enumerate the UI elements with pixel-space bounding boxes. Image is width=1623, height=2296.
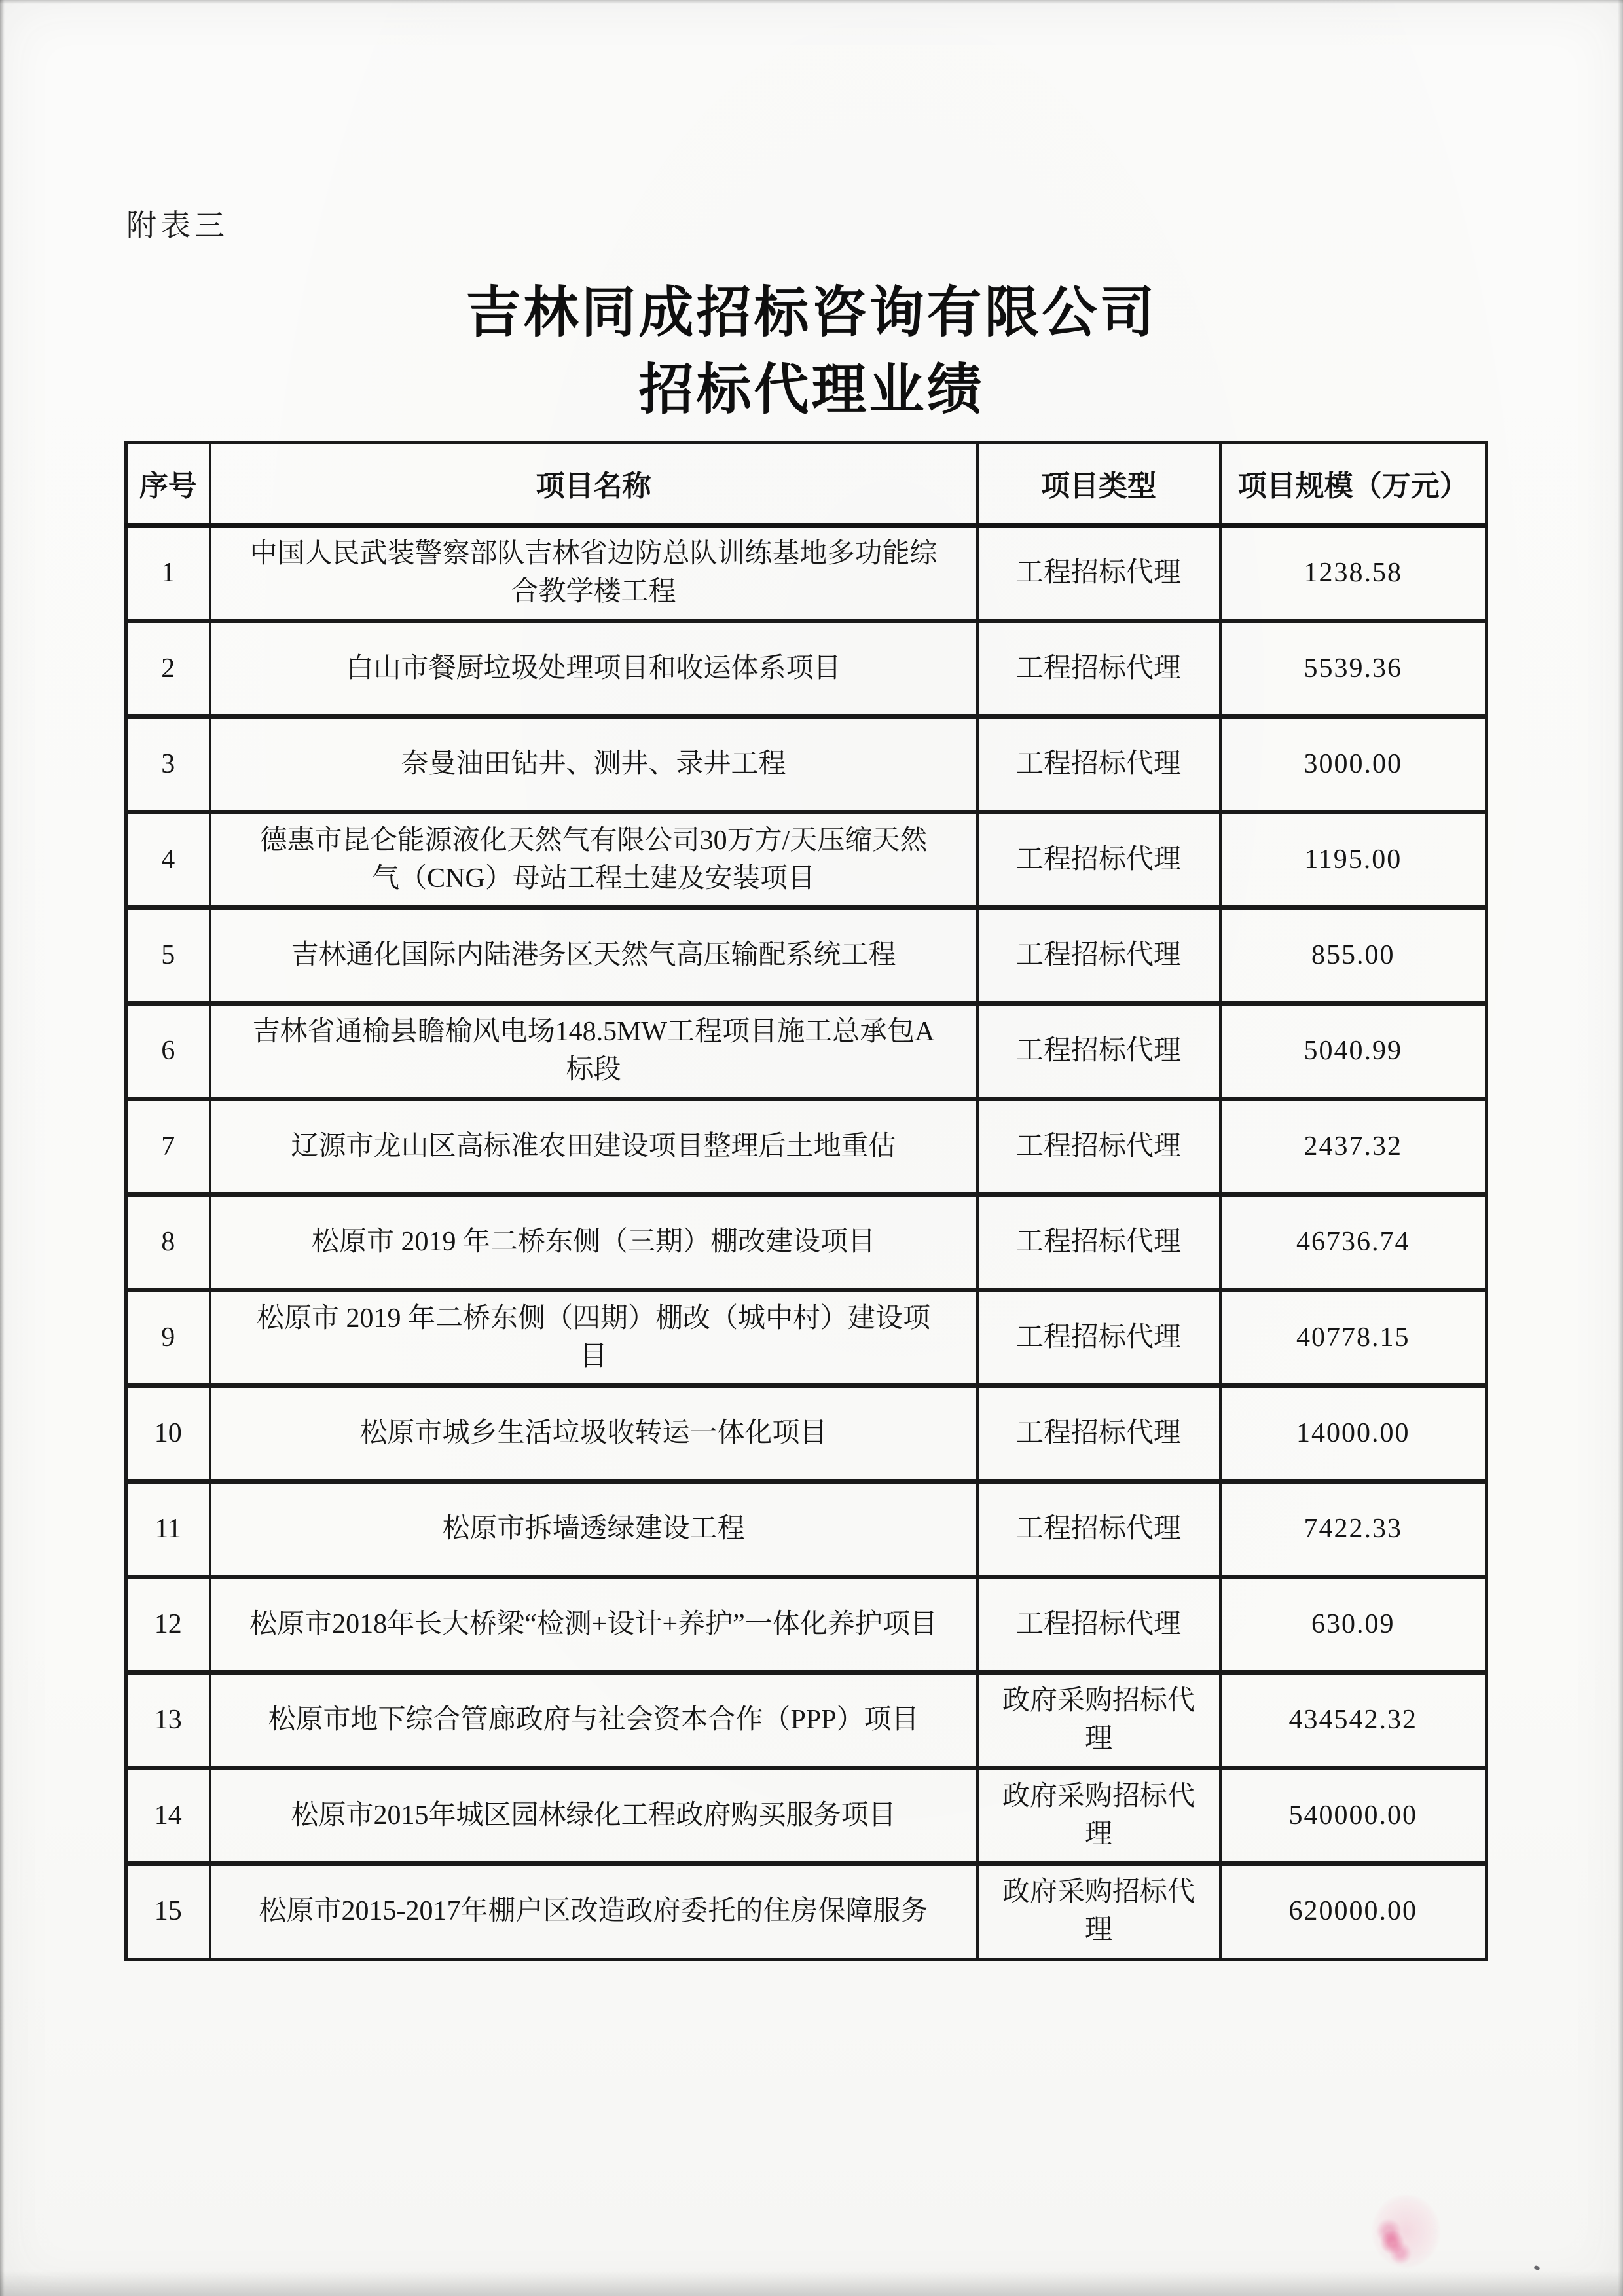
table-body (126, 526, 1487, 1959)
project-name-cell: 松原市2018年长大桥梁“检测+设计+养护”一体化养护项目 (210, 1577, 977, 1673)
project-scale-cell: 46736.74 (1220, 1195, 1487, 1290)
table-row (126, 1482, 1487, 1577)
row-number-cell: 15 (126, 1864, 210, 1959)
project-scale-cell: 540000.00 (1220, 1768, 1487, 1864)
project-type-cell: 工程招标代理 (977, 1482, 1220, 1577)
project-type-cell: 工程招标代理 (977, 1386, 1220, 1482)
attachment-label: 附表三 (126, 209, 228, 242)
table-row (126, 1195, 1487, 1290)
scan-edge-shadow-top (0, 0, 1623, 4)
project-scale-cell: 434542.32 (1220, 1673, 1487, 1768)
project-scale-cell: 620000.00 (1220, 1864, 1487, 1959)
table-row (126, 1673, 1487, 1768)
project-name-cell: 白山市餐厨垃圾处理项目和收运体系项目 (210, 621, 977, 717)
row-number-cell: 7 (126, 1099, 210, 1195)
project-type-cell: 工程招标代理 (977, 717, 1220, 812)
row-number-cell: 5 (126, 908, 210, 1004)
page-title (0, 274, 1623, 428)
table-row (126, 1004, 1487, 1099)
project-name-cell: 松原市城乡生活垃圾收转运一体化项目 (210, 1386, 977, 1482)
project-type-cell: 工程招标代理 (977, 812, 1220, 908)
project-scale-cell: 630.09 (1220, 1577, 1487, 1673)
column-header-scale: 项目规模（万元） (1220, 443, 1487, 526)
row-number-cell: 2 (126, 621, 210, 717)
project-name-cell: 松原市2015年城区园林绿化工程政府购买服务项目 (210, 1768, 977, 1864)
project-scale-cell: 3000.00 (1220, 717, 1487, 812)
row-number-cell: 11 (126, 1482, 210, 1577)
table-row (126, 1099, 1487, 1195)
table-row (126, 1386, 1487, 1482)
project-name-cell: 奈曼油田钻井、测井、录井工程 (210, 717, 977, 812)
row-number-cell: 10 (126, 1386, 210, 1482)
project-scale-cell: 855.00 (1220, 908, 1487, 1004)
row-number-cell: 14 (126, 1768, 210, 1864)
project-scale-cell: 5040.99 (1220, 1004, 1487, 1099)
row-number-cell: 1 (126, 526, 210, 621)
project-name-cell: 辽源市龙山区高标准农田建设项目整理后土地重估 (210, 1099, 977, 1195)
project-type-cell: 工程招标代理 (977, 1004, 1220, 1099)
table-row (126, 812, 1487, 908)
project-scale-cell: 1195.00 (1220, 812, 1487, 908)
table-row (126, 1768, 1487, 1864)
project-name-cell: 德惠市昆仑能源液化天然气有限公司30万方/天压缩天然气（CNG）母站工程土建及安装项目 (210, 812, 977, 908)
project-name-cell: 吉林省通榆县瞻榆风电场148.5MW工程项目施工总承包A标段 (210, 1004, 977, 1099)
column-header-type: 项目类型 (977, 443, 1220, 526)
column-header-no: 序号 (126, 443, 210, 526)
project-scale-cell: 1238.58 (1220, 526, 1487, 621)
project-type-cell: 工程招标代理 (977, 1195, 1220, 1290)
project-name-cell: 中国人民武装警察部队吉林省边防总队训练基地多功能综合教学楼工程 (210, 526, 977, 621)
table-row (126, 526, 1487, 621)
row-number-cell: 9 (126, 1290, 210, 1386)
project-scale-cell: 14000.00 (1220, 1386, 1487, 1482)
row-number-cell: 8 (126, 1195, 210, 1290)
scan-edge-shadow-bottom (0, 2271, 1623, 2296)
project-name-cell: 松原市 2019 年二桥东侧（三期）棚改建设项目 (210, 1195, 977, 1290)
title-subtitle: 招标代理业绩 (638, 359, 985, 420)
table-row (126, 908, 1487, 1004)
project-scale-cell: 5539.36 (1220, 621, 1487, 717)
project-type-cell: 政府采购招标代理 (977, 1864, 1220, 1959)
project-name-cell: 松原市地下综合管廊政府与社会资本合作（PPP）项目 (210, 1673, 977, 1768)
title-company-name: 吉林同成招标咨询有限公司 (465, 282, 1158, 343)
project-type-cell: 政府采购招标代理 (977, 1673, 1220, 1768)
row-number-cell: 6 (126, 1004, 210, 1099)
row-number-cell: 4 (126, 812, 210, 908)
column-header-name: 项目名称 (210, 443, 977, 526)
row-number-cell: 12 (126, 1577, 210, 1673)
table-row (126, 621, 1487, 717)
table-row (126, 1864, 1487, 1959)
project-type-cell: 工程招标代理 (977, 621, 1220, 717)
table-row (126, 1577, 1487, 1673)
table-row (126, 717, 1487, 812)
project-scale-cell: 2437.32 (1220, 1099, 1487, 1195)
project-name-cell: 松原市 2019 年二桥东侧（四期）棚改（城中村）建设项目 (210, 1290, 977, 1386)
project-scale-cell: 7422.33 (1220, 1482, 1487, 1577)
project-type-cell: 工程招标代理 (977, 526, 1220, 621)
project-type-cell: 政府采购招标代理 (977, 1768, 1220, 1864)
project-type-cell: 工程招标代理 (977, 908, 1220, 1004)
project-name-cell: 松原市拆墙透绿建设工程 (210, 1482, 977, 1577)
project-type-cell: 工程招标代理 (977, 1577, 1220, 1673)
row-number-cell: 13 (126, 1673, 210, 1768)
header-row (126, 443, 1487, 526)
table-row (126, 1290, 1487, 1386)
project-name-cell: 松原市2015-2017年棚户区改造政府委托的住房保障服务 (210, 1864, 977, 1959)
performance-table (124, 441, 1488, 1961)
row-number-cell: 3 (126, 717, 210, 812)
project-name-cell: 吉林通化国际内陆港务区天然气高压输配系统工程 (210, 908, 977, 1004)
project-scale-cell: 40778.15 (1220, 1290, 1487, 1386)
table-header (126, 443, 1487, 526)
pink-ink-stain (1372, 2195, 1440, 2268)
project-type-cell: 工程招标代理 (977, 1290, 1220, 1386)
scan-speck (1533, 2265, 1541, 2270)
project-type-cell: 工程招标代理 (977, 1099, 1220, 1195)
